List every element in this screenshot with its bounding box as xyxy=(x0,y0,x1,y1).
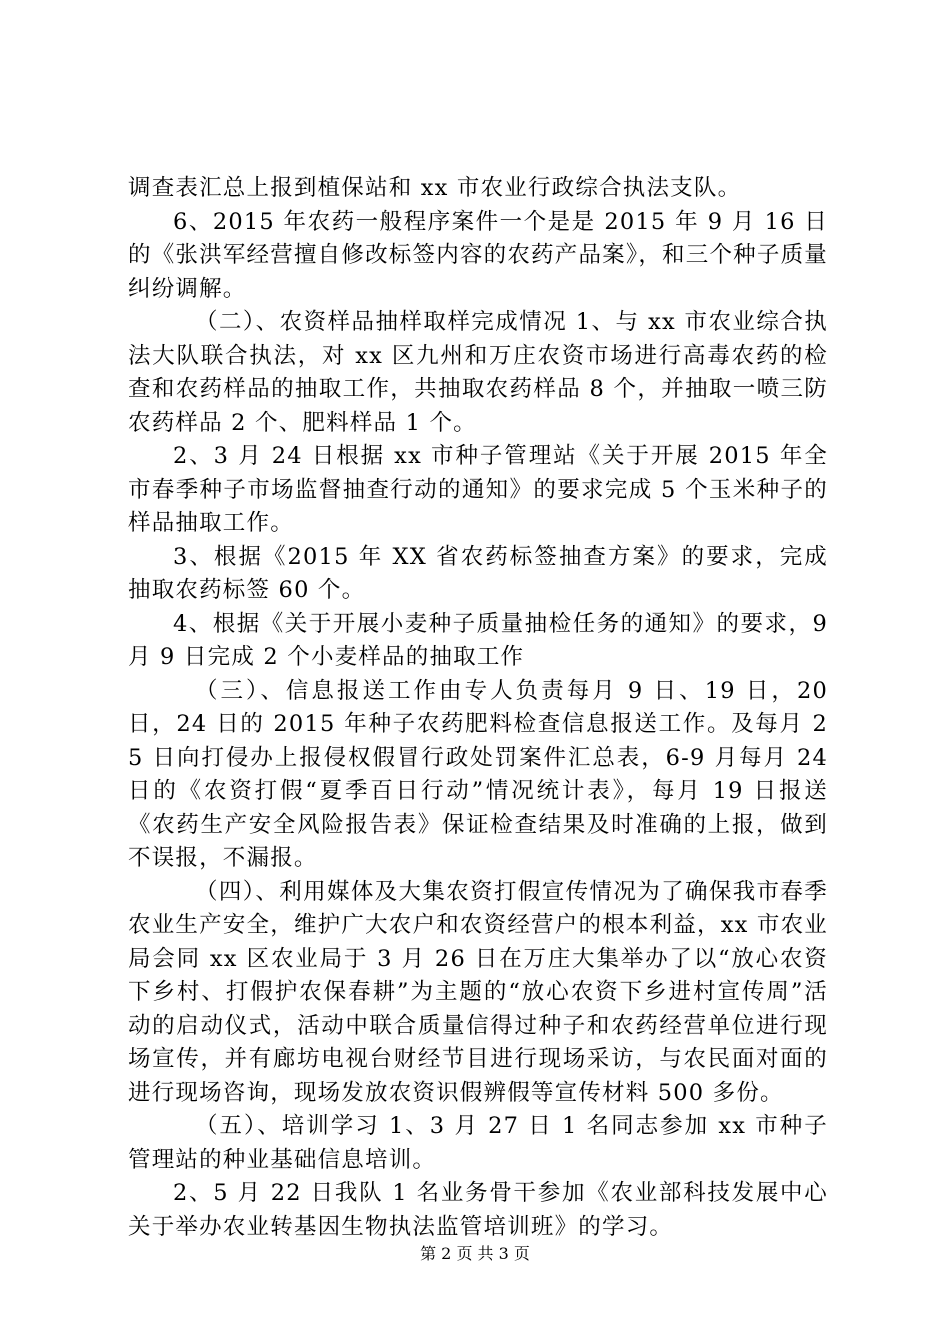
paragraph-corn-seed-sampling: 2、3 月 24 日根据 xx 市种子管理站《关于开展 2015 年全市春季种子市场监督抽查行动的通知》的要求完成 5 个玉米种子的样品抽取工作。 xyxy=(128,443,828,536)
paragraph-information-reporting: （三）、信息报送工作由专人负责每月 9 日、19 日，20 日，24 日的 2015 年种子农药肥料检查信息报送工作。及每月 25 日向打侵办上报侵权假冒行政处罚案件汇总表，6-9 月每月 24 日的《农资打假“夏季百日行动”情况统计表》，每月 19 日报送《农药生产安全风险报告表》保证检查结果及时准确的上报，做到不误报，不漏报。 xyxy=(128,677,828,871)
paragraph-wheat-sampling: 4、根据《关于开展小麦种子质量抽检任务的通知》的要求，9 月 9 日完成 2 个小麦样品的抽取工作 xyxy=(128,610,828,670)
paragraph-training-section: （五）、培训学习 1、3 月 27 日 1 名同志参加 xx 市种子管理站的种业基础信息培训。 xyxy=(128,1113,828,1173)
document-body xyxy=(128,172,828,1244)
paragraph-pesticide-labels: 3、根据《2015 年 XX 省农药标签抽查方案》的要求，完成抽取农药标签 60 个。 xyxy=(128,543,828,603)
paragraph-pesticide-case: 6、2015 年农药一般程序案件一个是是 2015 年 9 月 16 日的《张洪军经营擅自修改标签内容的农药产品案》，和三个种子质量纠纷调解。 xyxy=(128,208,828,302)
page-footer: 第 2 页 共 3 页 xyxy=(420,1244,530,1263)
paragraph-sampling-section: （二）、农资样品抽样取样完成情况 1、与 xx 市农业综合执法大队联合执法，对 xx 区九州和万庄农资市场进行高毒农药的检查和农药样品的抽取工作，共抽取农药样品 8 个，并抽取一喷三防农药样品 2 个、肥料样品 1 个。 xyxy=(128,309,828,436)
paragraph-media-publicity: （四）、利用媒体及大集农资打假宣传情况为了确保我市春季农业生产安全，维护广大农户和农资经营户的根本利益，xx 市农业局会同 xx 区农业局于 3 月 26 日在万庄大集举办了以“放心农资下乡村、打假护农保春耕”为主题的“放心农资下乡进村宣传周”活动的启动仪式，活动中联合质量信得过种子和农药经营单位进行现场宣传，并有廊坊电视台财经节目进行现场采访，与农民面对面的进行现场咨询，现场发放农资识假辨假等宣传材料 500 多份。 xyxy=(128,878,828,1106)
paragraph-survey-summary: 调查表汇总上报到植保站和 xx 市农业行政综合执法支队。 xyxy=(128,175,742,201)
paragraph-gmo-training: 2、5 月 22 日我队 1 名业务骨干参加《农业部科技发展中心关于举办农业转基因生物执法监管培训班》的学习。 xyxy=(128,1180,828,1240)
